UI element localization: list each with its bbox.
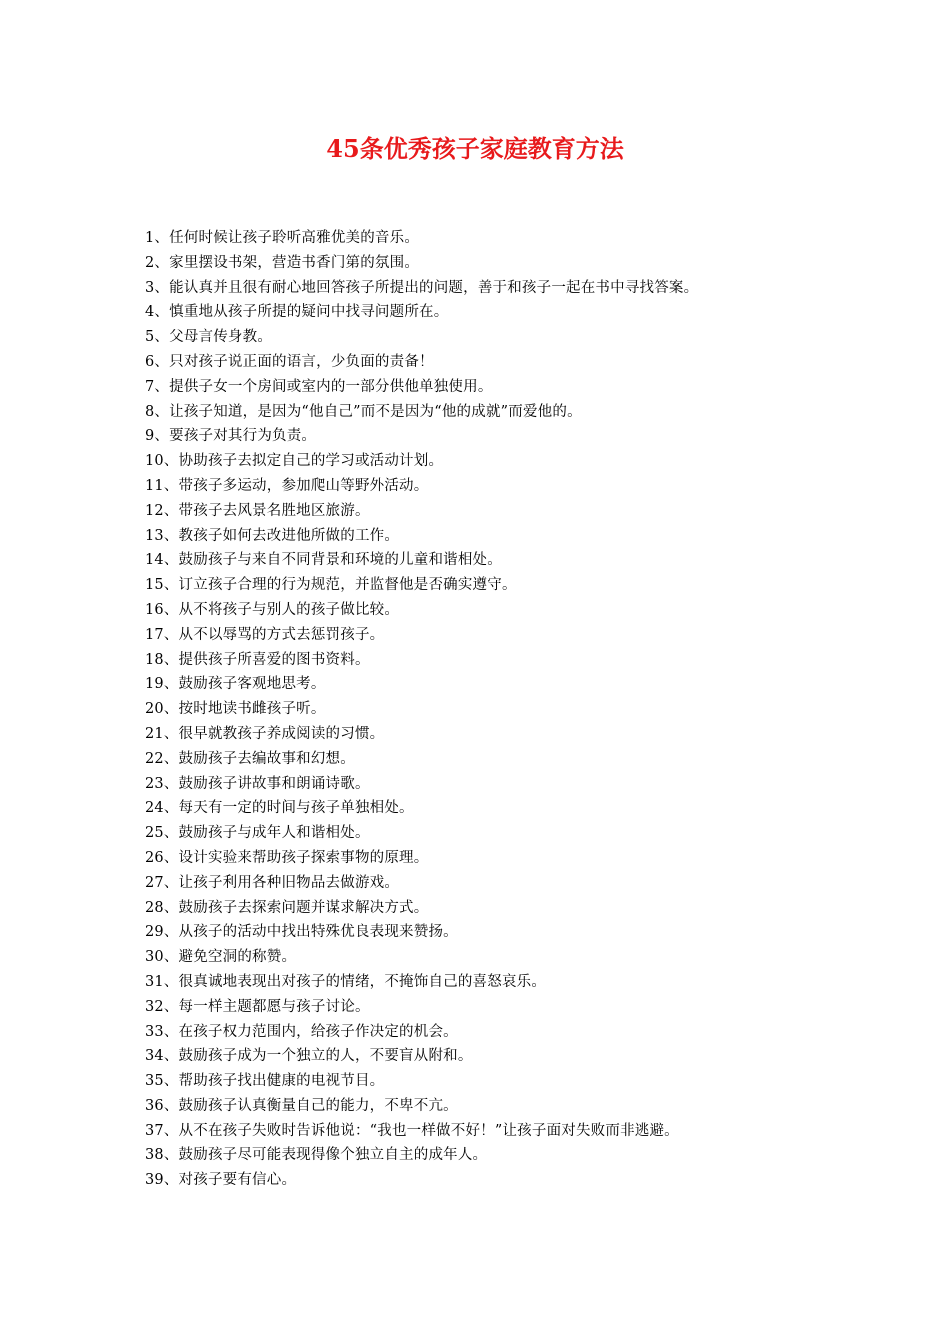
list-item: 14、鼓励孩子与来自不同背景和环境的儿童和谐相处。 [145,552,502,569]
list-item: 16、从不将孩子与别人的孩子做比较。 [145,601,400,618]
list-item: 13、教孩子如何去改进他所做的工作。 [145,527,400,544]
list-item: 24、每天有一定的时间与孩子单独相处。 [145,800,414,817]
list-item: 25、鼓励孩子与成年人和谐相处。 [145,825,370,842]
list-item: 11、带孩子多运动，参加爬山等野外活动。 [145,477,429,494]
list-item: 19、鼓励孩子客观地思考。 [145,676,326,693]
list-item: 21、很早就教孩子养成阅读的习惯。 [145,725,385,742]
list-item: 34、鼓励孩子成为一个独立的人，不要盲从附和。 [145,1048,473,1065]
list-item: 39、对孩子要有信心。 [145,1172,297,1189]
document-title: 45条优秀孩子家庭教育方法 [326,134,624,163]
list-item: 3、能认真并且很有耐心地回答孩子所提出的问题，善于和孩子一起在书中寻找答案。 [145,279,699,296]
list-item: 30、避免空洞的称赞。 [145,949,297,966]
list-item: 1、任何时候让孩子聆听高雅优美的音乐。 [145,230,420,246]
list-item: 22、鼓励孩子去编故事和幻想。 [145,750,355,767]
list-item: 10、协助孩子去拟定自己的学习或活动计划。 [145,453,444,470]
list-item: 37、从不在孩子失败时告诉他说：“我也一样做不好！”让孩子面对失败而非逃避。 [145,1122,679,1139]
list-item: 18、提供孩子所喜爱的图书资料。 [145,651,370,668]
list-item: 26、设计实验来帮助孩子探索事物的原理。 [145,849,429,866]
list-item: 6、只对孩子说正面的语言，少负面的责备！ [145,353,434,370]
list-item: 17、从不以辱骂的方式去惩罚孩子。 [145,626,385,643]
list-item: 33、在孩子权力范围内，给孩子作决定的机会。 [145,1023,458,1040]
list-item: 31、很真诚地表现出对孩子的情绪，不掩饰自己的喜怒哀乐。 [145,973,547,990]
list-item: 20、按时地读书雌孩子听。 [145,701,326,718]
list-item: 5、父母言传身教。 [145,329,273,346]
list-item: 29、从孩子的活动中找出特殊优良表现来赞扬。 [145,924,458,941]
list-item: 8、让孩子知道，是因为“他自己”而不是因为“他的成就”而爱他的。 [145,403,582,420]
list-item: 35、帮助孩子找出健康的电视节目。 [145,1073,385,1090]
list-item: 2、家里摆设书架，营造书香门第的氛围。 [145,254,420,271]
list-item: 27、让孩子利用各种旧物品去做游戏。 [145,874,400,891]
list-item: 36、鼓励孩子认真衡量自己的能力，不卑不亢。 [145,1097,458,1114]
list-item: 32、每一样主题都愿与孩子讨论。 [145,998,370,1015]
list-item: 15、订立孩子合理的行为规范，并监督他是否确实遵守。 [145,577,517,594]
list-item: 28、鼓励孩子去探索问题并谋求解决方式。 [145,899,429,916]
list-item: 12、带孩子去风景名胜地区旅游。 [145,502,370,519]
list-item: 23、鼓励孩子讲故事和朗诵诗歌。 [145,775,370,792]
list-item: 4、慎重地从孩子所提的疑问中找寻问题所在。 [145,304,449,321]
list-item: 9、要孩子对其行为负责。 [145,428,317,445]
list-item: 7、提供子女一个房间或室内的一部分供他单独使用。 [145,378,493,395]
list-item: 38、鼓励孩子尽可能表现得像个独立自主的成年人。 [145,1147,488,1164]
method-list [145,226,835,1193]
